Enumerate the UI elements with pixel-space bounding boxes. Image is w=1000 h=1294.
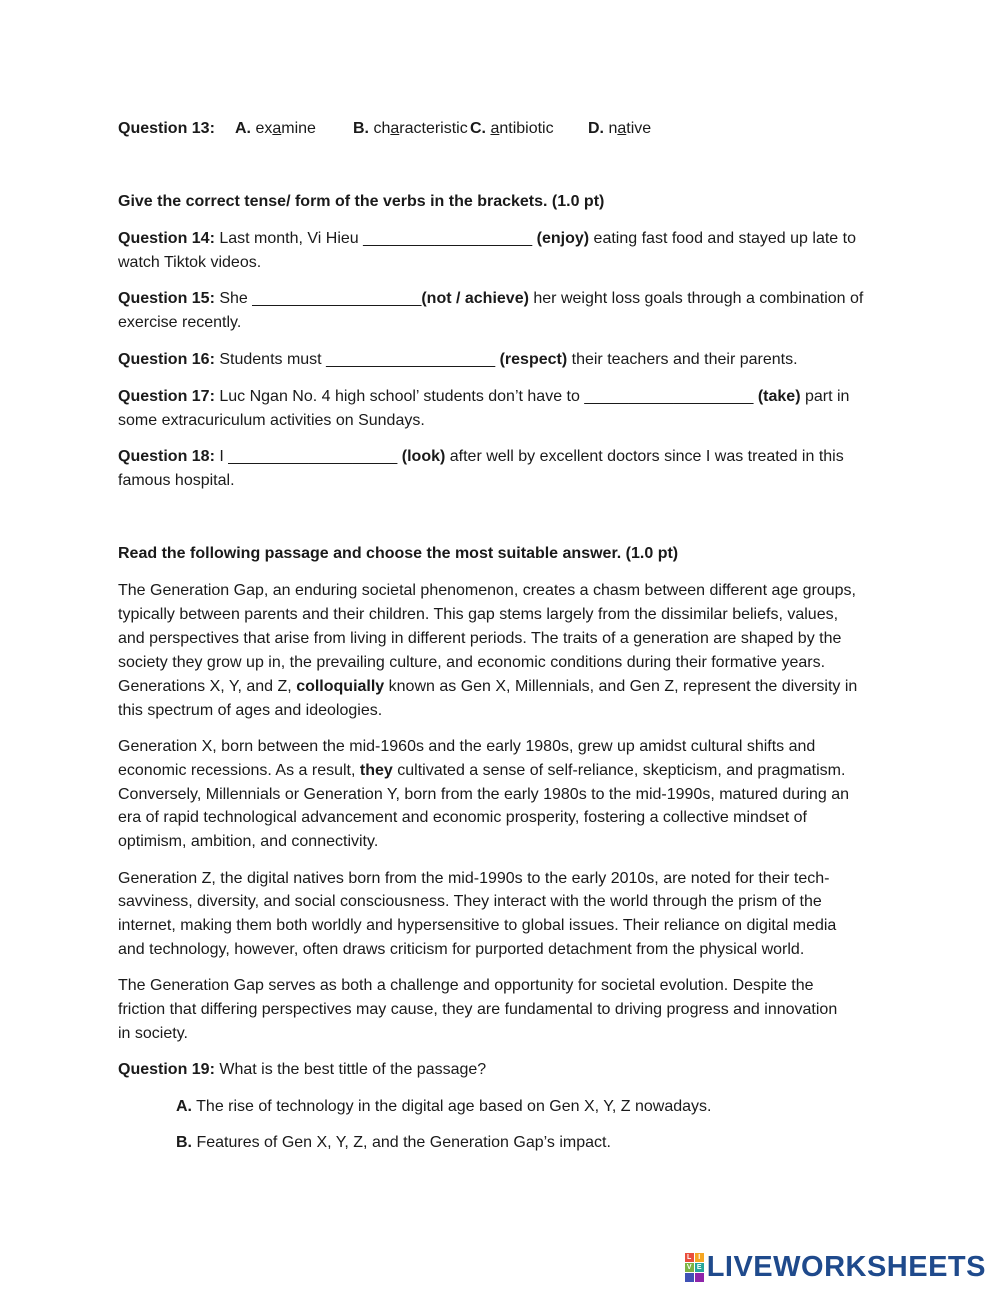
passage-line: in society. (118, 1025, 188, 1042)
passage-line: Generation X, born between the mid-1960s and the early 1980s, grew up amidst cultural shifts and (118, 738, 816, 755)
question-14-cont: watch Tiktok videos. (118, 254, 262, 271)
logo-icon-cell (695, 1273, 704, 1282)
logo-icon-cell (685, 1273, 694, 1282)
passage-line: friction that differing perspectives may cause, they are fundamental to driving progress and innovation (118, 1001, 838, 1018)
question-17-cont: some extracuriculum activities on Sundays. (118, 412, 425, 429)
option-a: A. examine (235, 120, 316, 137)
passage-line: savviness, diversity, and social consciousness. They interact with the world through the prism of the (118, 893, 822, 910)
question-13 (118, 117, 882, 141)
logo-text: LIVEWORKSHEETS (706, 1251, 986, 1283)
option-c: C. antibiotic (470, 120, 554, 137)
passage-line: typically between parents and their children. This gap stems largely from the dissimilar beliefs, values, (118, 606, 839, 623)
logo-icon-cell: V (685, 1263, 694, 1272)
question-label: Question 13: (118, 120, 215, 137)
option-b: B. characteristic (353, 120, 468, 137)
passage-line: Generations X, Y, and Z, colloquially known as Gen X, Millennials, and Gen Z, represent the diversity in (118, 678, 858, 695)
liveworksheets-logo (685, 1252, 986, 1282)
question-14: Question 14: Last month, Vi Hieu ___________________ (enjoy) eating fast food and stayed up late to (118, 230, 856, 247)
question-15: Question 15: She ___________________(not / achieve) her weight loss goals through a combination of (118, 290, 864, 307)
passage-line: economic recessions. As a result, they cultivated a sense of self-reliance, skepticism, and pragmatism. (118, 762, 846, 779)
question-19-option-a[interactable]: A. The rise of technology in the digital age based on Gen X, Y, Z nowadays. (176, 1098, 712, 1115)
logo-icon-cell: E (695, 1263, 704, 1272)
passage-line: this spectrum of ages and ideologies. (118, 702, 383, 719)
passage-line: and perspectives that arise from living in different periods. The traits of a generation are shaped by the (118, 630, 842, 647)
section-heading-reading: Read the following passage and choose the most suitable answer. (1.0 pt) (118, 545, 679, 562)
passage-line: Conversely, Millennials or Generation Y, born from the early 1980s to the mid-1990s, matured during an (118, 786, 850, 803)
section-heading-verbs: Give the correct tense/ form of the verbs in the brackets. (1.0 pt) (118, 193, 605, 210)
question-19-option-b[interactable]: B. Features of Gen X, Y, Z, and the Generation Gap’s impact. (176, 1134, 611, 1151)
passage-line: The Generation Gap serves as both a challenge and opportunity for societal evolution. Despite the (118, 977, 814, 994)
question-16: Question 16: Students must ___________________ (respect) their teachers and their parents. (118, 351, 798, 368)
passage-line: and technology, however, often draws criticism for purported detachment from the physical world. (118, 941, 805, 958)
passage-line: optimism, ambition, and connectivity. (118, 833, 379, 850)
logo-icon-cell: I (695, 1253, 704, 1262)
question-18: Question 18: I ___________________ (look) after well by excellent doctors since I was treated in this (118, 448, 844, 465)
passage-line: The Generation Gap, an enduring societal phenomenon, creates a chasm between different age groups, (118, 582, 856, 599)
question-17: Question 17: Luc Ngan No. 4 high school’ students don’t have to ___________________ (take) part in (118, 388, 850, 405)
option-d: D. native (588, 120, 652, 137)
logo-icon-cell: L (685, 1253, 694, 1262)
passage-line: society they grow up in, the prevailing culture, and economic conditions during their formative years. (118, 654, 826, 671)
passage-line: era of rapid technological advancement and economic prosperity, fostering a collective mindset of (118, 809, 807, 826)
passage-line: Generation Z, the digital natives born from the mid-1990s to the early 2010s, are noted for their tech- (118, 870, 830, 887)
question-19: Question 19: What is the best tittle of the passage? (118, 1061, 487, 1078)
logo-icon (685, 1253, 704, 1282)
passage-line: internet, making them both worldly and hypersensitive to global issues. Their reliance on digital media (118, 917, 837, 934)
question-15-cont: exercise recently. (118, 314, 242, 331)
question-18-cont: famous hospital. (118, 472, 235, 489)
